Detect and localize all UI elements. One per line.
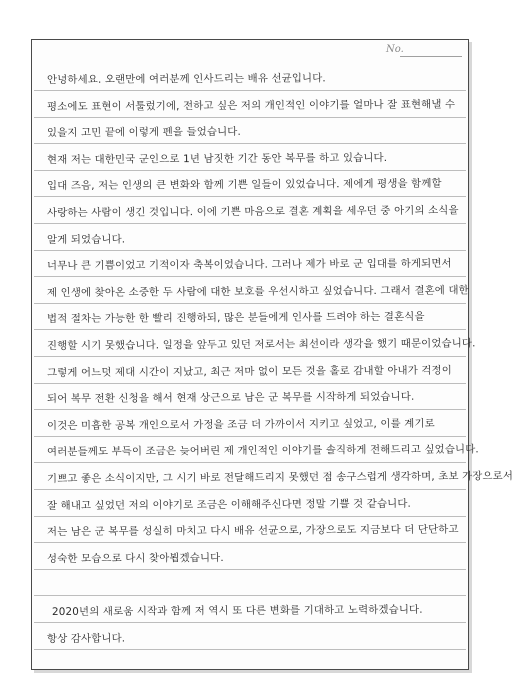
- ruled-line: [34, 649, 466, 650]
- handwritten-line: 성숙한 모습으로 다시 찾아뵙겠습니다.: [46, 551, 224, 565]
- ruled-line: [34, 462, 466, 463]
- handwritten-line: 법적 절차는 가능한 한 빨리 진행하되, 많은 분들에게 인사를 드려야 하는 결혼식을: [46, 311, 425, 326]
- ruled-line: [34, 489, 466, 490]
- ruled-line: [34, 569, 466, 570]
- ruled-line: [34, 90, 466, 91]
- handwritten-line: 이것은 미흡한 공복 개인으로서 가정을 조금 더 가까이서 지키고 싶었고, 이를 계기로: [46, 417, 435, 432]
- ruled-line: [34, 170, 466, 171]
- no-label: No.: [386, 44, 404, 55]
- handwritten-line: 되어 복무 전환 신청을 해서 현재 상근으로 남은 군 복무를 시작하게 되었습니다.: [46, 390, 415, 406]
- handwritten-line: 있을지 고민 끝에 이렇게 펜을 들었습니다.: [46, 126, 241, 140]
- ruled-line: [34, 303, 466, 304]
- handwritten-line: 제 인생에 찾아온 소중한 두 사람에 대한 보호를 우선시하고 싶었습니다. 그래서 결혼에 대한: [46, 284, 469, 299]
- ruled-line: [34, 250, 466, 251]
- handwritten-line: 여러분들께도 부득이 조금은 늦어버린 제 개인적인 이야기를 솔직하게 전해드리고 싶었습니다.: [46, 443, 479, 459]
- ruled-line: [34, 117, 466, 118]
- ruled-line: [34, 143, 466, 144]
- ruled-line: [34, 276, 466, 277]
- handwritten-line: 항상 감사합니다.: [46, 632, 126, 645]
- handwritten-line: 알게 되었습니다.: [46, 233, 126, 246]
- handwritten-line: 입대 즈음, 저는 인생의 큰 변화와 함께 기쁜 일들이 있었습니다. 제에게 평생을 함께할: [46, 177, 442, 193]
- ruled-line: [34, 356, 466, 357]
- ruled-line: [34, 409, 466, 410]
- no-underline: [400, 56, 462, 57]
- ruled-line: [34, 196, 466, 197]
- ruled-line: [34, 542, 466, 543]
- handwritten-line: 사랑하는 사람이 생긴 것입니다. 이에 기쁜 마음으로 결혼 계획을 세우던 중 아기의 소식을: [46, 204, 459, 219]
- ruled-line: [34, 516, 466, 517]
- handwritten-line: 2020년의 새로움 시작과 함께 저 역시 또 다른 변화를 기대하고 노력하겠습니다.: [51, 603, 423, 618]
- handwritten-line: 진행할 시기 못했습니다. 일정을 앞두고 있던 저로서는 최선이라 생각을 했기 때문이었습니다.: [46, 337, 476, 352]
- ruled-line: [34, 595, 466, 596]
- handwritten-line: 평소에도 표현이 서툴렀기에, 전하고 싶은 저의 개인적인 이야기를 얼마나 잘 표현해낼 수: [46, 98, 456, 113]
- ruled-line: [34, 436, 466, 437]
- handwritten-line: 안녕하세요. 오랜만에 여러분께 인사드리는 배유 선균입니다.: [46, 72, 326, 86]
- handwritten-line: 잘 해내고 싶었던 저의 이야기로 조금은 이해해주신다면 정말 기쁠 것 같습니다.: [46, 497, 412, 512]
- ruled-line: [34, 622, 466, 623]
- handwritten-line: 저는 남은 군 복무를 성실히 마치고 다시 배유 선균으로, 가장으로도 지금보다 더 단단하고: [46, 523, 459, 539]
- handwritten-line: 기쁘고 좋은 소식이지만, 그 시기 바로 전달해드리지 못했던 점 송구스럽게 생각하며, 초보 가장으로서: [46, 470, 513, 485]
- ruled-line: [34, 223, 466, 224]
- handwritten-line: 현재 저는 대한민국 군인으로 1년 남짓한 기간 동안 복무를 하고 있습니다.: [46, 151, 388, 166]
- handwritten-line: 너무나 큰 기쁨이었고 기적이자 축복이었습니다. 그러나 제가 바로 군 입대를 하게되면서: [46, 257, 452, 273]
- ruled-line: [34, 383, 466, 384]
- handwritten-line: 그렇게 어느덧 제대 시간이 지났고, 최근 저마 없이 모든 것을 홀로 감내할 아내가 걱정이: [46, 364, 452, 379]
- ruled-line: [34, 329, 466, 330]
